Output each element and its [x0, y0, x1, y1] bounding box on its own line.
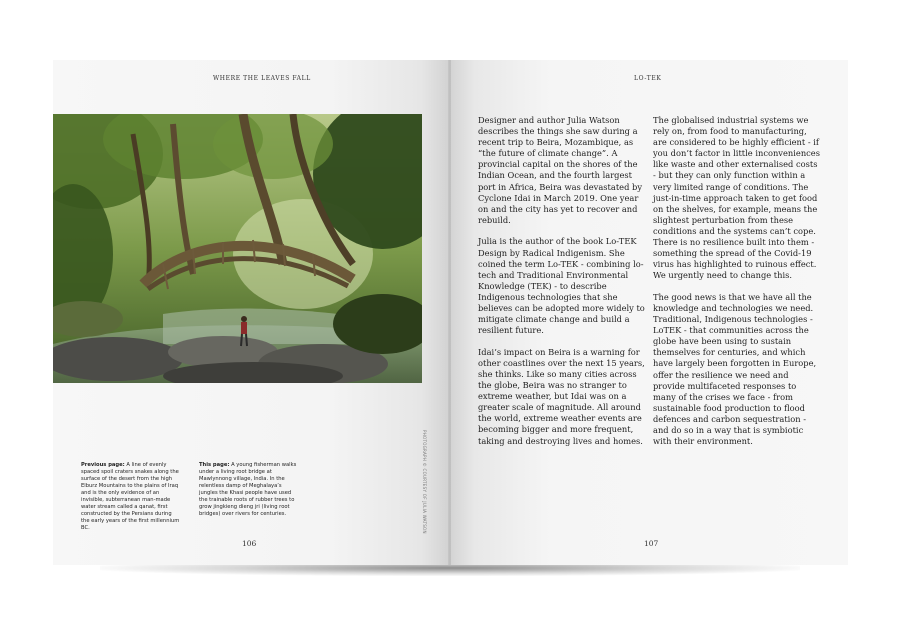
- left-page: [53, 60, 449, 565]
- caption-text: A line of evenly spaced spoil craters snakes along the surface of the desert from the high Elburz Mountains to the plains of Iraq and is the only evidence of an invisible, subterranean man-made water stream called a qanat, first constructed by the Persians during the early years of the first millennium BC.: [81, 462, 180, 531]
- caption-text: A young fisherman walks under a living root bridge at Mawlynnong village, India. In the relentless damp of Meghalaya’s jungles the Khasi people have used the trainable roots of rubber trees to grow jingkieng dieng jri (living root bridges) over rivers for centuries.: [199, 462, 297, 517]
- running-head-left: WHERE THE LEAVES FALL: [213, 75, 311, 82]
- paragraph: The globalised industrial systems we rely on, from food to manufacturing, are considered to be highly efficient - if you don’t factor in little inconveniences like waste and other externalised costs - but they can only function within a very limited range of conditions. The just-in-time approach taken to get food on the shelves, for example, means the slightest perturbation from these conditions and the systems can’t cope. There is no resilience built into them - something the spread of the Covid-19 virus has highlighted to ruinous effect. We urgently need to change this.: [653, 115, 820, 281]
- caption-label: Previous page:: [81, 462, 125, 468]
- page-number-left: 106: [242, 539, 257, 548]
- jungle-root-bridge-photo: [53, 114, 422, 383]
- paragraph: Designer and author Julia Watson describes the things she saw during a recent trip to Beira, Mozambique, as “the future of climate change”. A provincial capital on the shores of the Indian Ocean, and the fourth largest port in Africa, Beira was devastated by Cyclone Idai in March 2019. One year on and the city has yet to recover and rebuild.: [478, 115, 643, 225]
- running-head-right: LO-TEK: [634, 75, 662, 82]
- paragraph: Julia is the author of the book Lo-TEK Design by Radical Indigenism. She coined the term Lo-TEK - combining lo-tech and Traditional Environmental Knowledge (TEK) - to describe Indigenous technologies that she believes can be adopted more widely to mitigate climate change and build a resilient future.: [478, 236, 645, 336]
- photo-illustration: [53, 114, 422, 383]
- right-page: [451, 60, 848, 565]
- magazine-spread: [53, 60, 848, 565]
- paragraph: Idai’s impact on Beira is a warning for other coastlines over the next 15 years, she thinks. Like so many cities across the globe, Beira was no stranger to extreme weather, but Idai was on a greater scale of magnitude. All around the world, extreme weather events are becoming bigger and more frequent, taking and destroying lives and homes.: [478, 346, 645, 446]
- page-number-right: 107: [644, 539, 659, 548]
- photo-credit: PHOTOGRAPH © COURTESY OF JULIA WATSON: [422, 430, 427, 534]
- text-column-2: [653, 115, 821, 458]
- caption-label: This page:: [199, 462, 230, 468]
- paragraph: The good news is that we have all the knowledge and technologies we need. Traditional, Indigenous technologies - LoTEK - that communities across the globe have been using to sustain themselves for centuries, and which have largely been forgotten in Europe, offer the resilience we need and provide multifaceted responses to many of the crises we face - from sustainable food production to flood defences and carbon sequestration - and do so in a way that is symbiotic with their environment.: [653, 291, 817, 447]
- caption-this-page: [199, 462, 299, 518]
- text-column-1: [478, 115, 646, 457]
- caption-previous-page: [81, 462, 181, 532]
